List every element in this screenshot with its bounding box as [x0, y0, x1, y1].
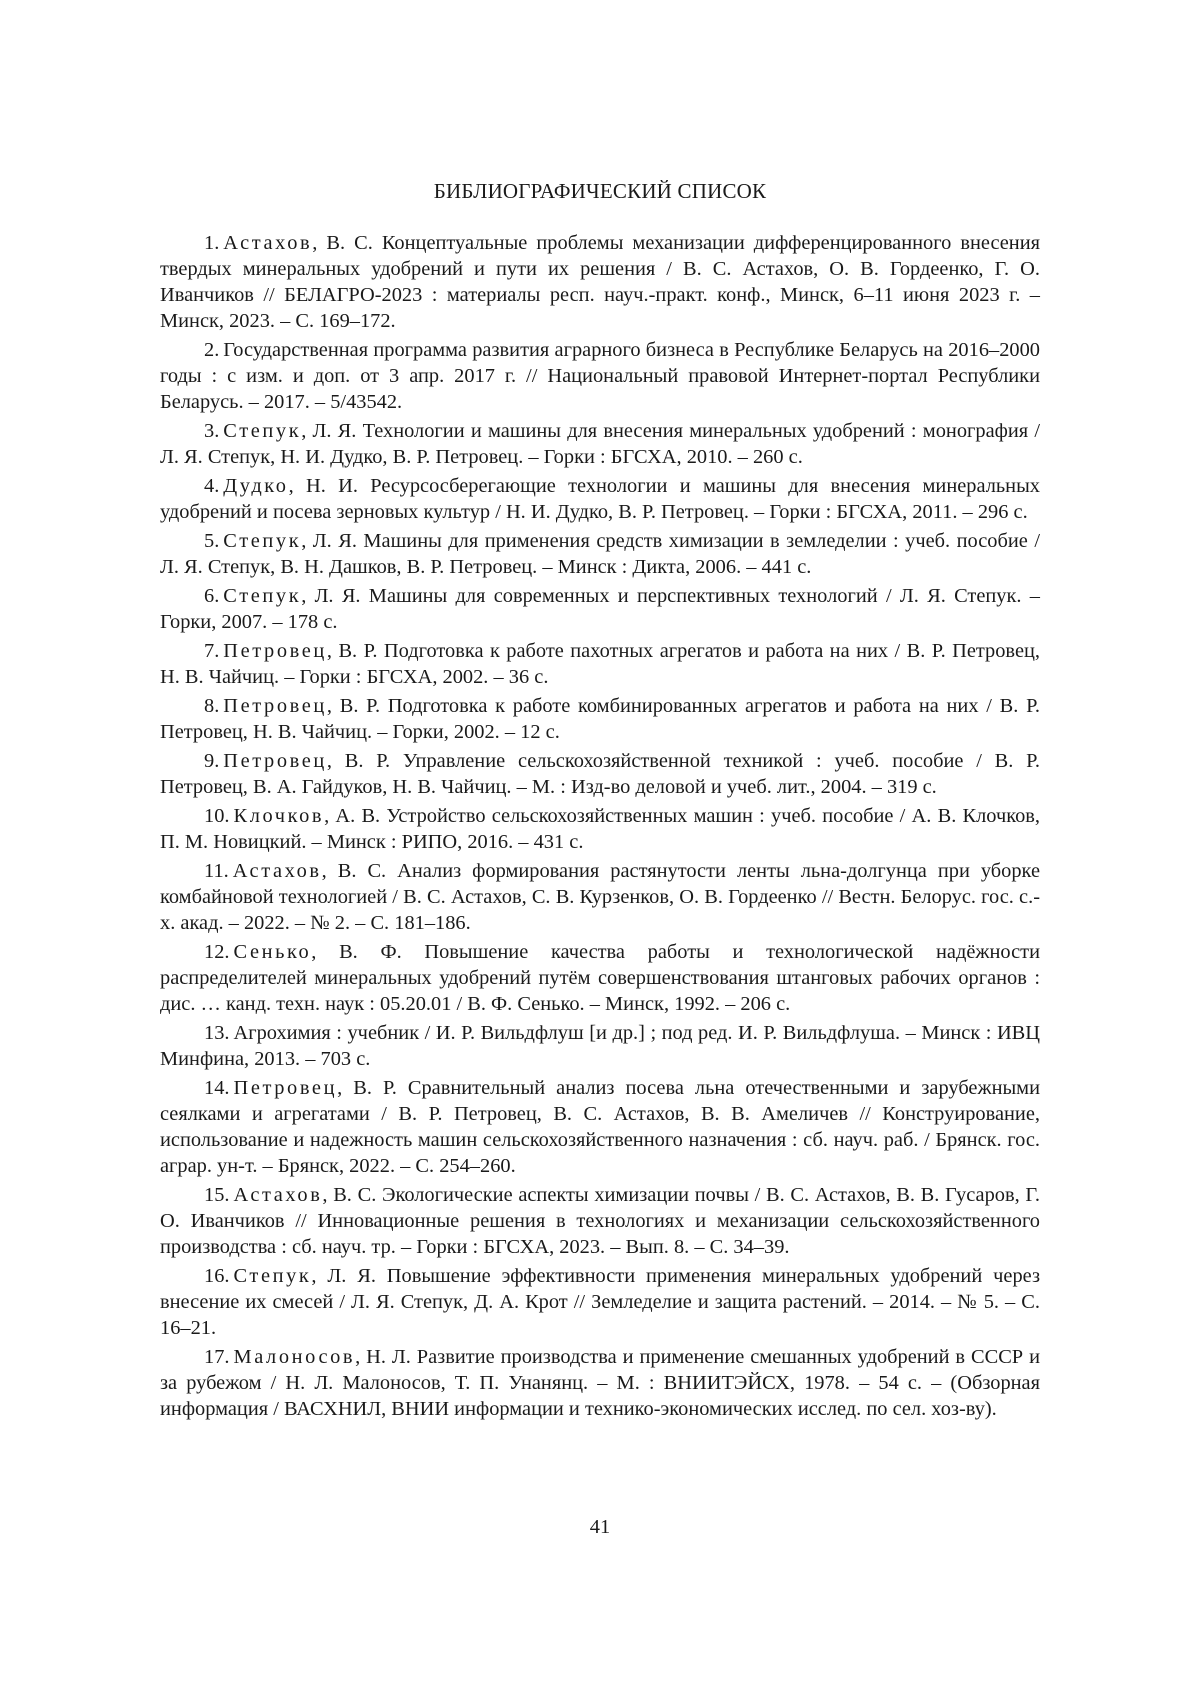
reference-author: Астахов	[233, 1184, 323, 1206]
reference-text: , В. Р. Сравнительный анализ посева льна отечественными и зарубежными сеялками и агрегатами / В. Р. Петровец, В. С. Астахов, В. В. Амеличев // Конструирование, использование и надежность машин сельскохозяйственного назначения : сб. науч. раб. / Брянск. гос. аграр. ун-т. – Брянск, 2022. – С. 254–260.	[160, 1077, 1040, 1177]
reference-item	[160, 1344, 1040, 1422]
reference-number: 3.	[204, 420, 220, 442]
reference-item	[160, 337, 1040, 415]
reference-text: , Н. И. Ресурсосберегающие технологии и машины для внесения минеральных удобрений и посева зерновых культур / Н. И. Дудко, В. Р. Петровец. – Горки : БГСХА, 2011. – 296 с.	[160, 475, 1040, 523]
reference-author: Петровец	[223, 750, 327, 772]
reference-item	[160, 748, 1040, 800]
reference-author: Клочков	[233, 805, 325, 827]
reference-author: Петровец	[223, 695, 327, 717]
reference-text: , Н. Л. Развитие производства и применение смешанных удобрений в СССР и за рубежом / Н. Л. Малоносов, Т. П. Унанянц. – М. : ВНИИТЭЙСХ, 1978. – 54 с. – (Обзорная информация / ВАСХНИЛ, ВНИИ информации и технико-экономических исслед. по сел. хоз-ву).	[160, 1346, 1040, 1420]
reference-number: 9.	[204, 750, 220, 772]
reference-text: , Л. Я. Машины для применения средств химизации в земледелии : учеб. пособие / Л. Я. Степук, В. Н. Дашков, В. Р. Петровец. – Минск : Дикта, 2006. – 441 с.	[160, 530, 1040, 578]
reference-item	[160, 1182, 1040, 1260]
reference-author: Степук	[223, 530, 302, 552]
reference-text: , Л. Я. Машины для современных и перспективных технологий / Л. Я. Степук. – Горки, 2007. – 178 с.	[160, 585, 1040, 633]
reference-item	[160, 638, 1040, 690]
reference-number: 11.	[204, 860, 229, 882]
page-number: 41	[589, 1516, 611, 1538]
reference-text: , А. В. Устройство сельскохозяйственных машин : учеб. пособие / А. В. Клочков, П. М. Новицкий. – Минск : РИПО, 2016. – 431 с.	[160, 805, 1040, 853]
reference-text: , В. Р. Управление сельскохозяйственной техникой : учеб. пособие / В. Р. Петровец, В. А. Гайдуков, Н. В. Чайчиц. – М. : Изд-во деловой и учеб. лит., 2004. – 319 с.	[160, 750, 1040, 798]
reference-item	[160, 1263, 1040, 1341]
reference-item	[160, 803, 1040, 855]
reference-author: Петровец	[233, 1077, 338, 1099]
reference-item	[160, 528, 1040, 580]
reference-number: 5.	[204, 530, 220, 552]
reference-text: , Л. Я. Технологии и машины для внесения минеральных удобрений : монография / Л. Я. Степук, Н. И. Дудко, В. Р. Петровец. – Горки : БГСХА, 2010. – 260 с.	[160, 420, 1040, 468]
reference-author: Степук	[223, 585, 302, 607]
reference-item	[160, 583, 1040, 635]
reference-author: Петровец	[223, 640, 327, 662]
reference-number: 2.	[204, 339, 220, 361]
reference-item	[160, 693, 1040, 745]
reference-item	[160, 418, 1040, 470]
reference-author: Астахов	[232, 860, 322, 882]
reference-list	[160, 230, 1040, 1425]
reference-item	[160, 858, 1040, 936]
reference-number: 13.	[204, 1022, 230, 1044]
reference-item	[160, 1020, 1040, 1072]
reference-text: , В. С. Экологические аспекты химизации почвы / В. С. Астахов, В. В. Гусаров, Г. О. Иванчиков // Инновационные решения в технологиях и механизации сельскохозяйственного производства : сб. науч. тр. – Горки : БГСХА, 2023. – Вып. 8. – С. 34–39.	[160, 1184, 1040, 1258]
reference-author: Малоносов	[233, 1346, 356, 1368]
reference-number: 7.	[204, 640, 220, 662]
reference-number: 16.	[204, 1265, 230, 1287]
reference-number: 6.	[204, 585, 220, 607]
reference-author: Астахов	[223, 232, 313, 254]
reference-text: , В. Р. Подготовка к работе пахотных агрегатов и работа на них / В. Р. Петровец, Н. В. Чайчиц. – Горки : БГСХА, 2002. – 36 с.	[160, 640, 1040, 688]
reference-item	[160, 939, 1040, 1017]
reference-author: Дудко	[223, 475, 289, 497]
reference-text: , В. Ф. Повышение качества работы и технологической надёжности распределителей минеральных удобрений путём совершенствования штанговых рабочих органов : дис. … канд. техн. наук : 05.20.01 / В. Ф. Сенько. – Минск, 1992. – 206 с.	[160, 941, 1040, 1015]
reference-number: 4.	[204, 475, 220, 497]
reference-item	[160, 473, 1040, 525]
reference-text: Государственная программа развития аграрного бизнеса в Республике Беларусь на 2016–2000 годы : с изм. и доп. от 3 апр. 2017 г. // Национальный правовой Интернет-портал Республики Беларусь. – 2017. – 5/43542.	[160, 339, 1040, 413]
reference-text: , Л. Я. Повышение эффективности применения минеральных удобрений через внесение их смесей / Л. Я. Степук, Д. А. Крот // Земледелие и защита растений. – 2014. – № 5. – С. 16–21.	[160, 1265, 1040, 1339]
page-title: БИБЛИОГРАФИЧЕСКИЙ СПИСОК	[433, 179, 767, 203]
reference-author: Степук	[233, 1265, 312, 1287]
reference-item	[160, 230, 1040, 334]
reference-text: Агрохимия : учебник / И. Р. Вильдфлуш [и др.] ; под ред. И. Р. Вильдфлуша. – Минск : ИВЦ Минфина, 2013. – 703 с.	[160, 1022, 1040, 1070]
reference-author: Сенько	[233, 941, 312, 963]
reference-number: 8.	[204, 695, 220, 717]
reference-number: 1.	[204, 232, 220, 254]
reference-text: , В. С. Концептуальные проблемы механизации дифференцированного внесения твердых минеральных удобрений и пути их решения / В. С. Астахов, О. В. Гордеенко, Г. О. Иванчиков // БЕЛАГРО-2023 : материалы респ. науч.-практ. конф., Минск, 6–11 июня 2023 г. – Минск, 2023. – С. 169–172.	[160, 232, 1040, 332]
reference-item	[160, 1075, 1040, 1179]
reference-author: Степук	[223, 420, 302, 442]
reference-number: 10.	[204, 805, 230, 827]
reference-number: 14.	[204, 1077, 230, 1099]
reference-number: 12.	[204, 941, 230, 963]
reference-text: , В. Р. Подготовка к работе комбинированных агрегатов и работа на них / В. Р. Петровец, Н. В. Чайчиц. – Горки, 2002. – 12 с.	[160, 695, 1040, 743]
reference-number: 17.	[204, 1346, 230, 1368]
reference-number: 15.	[204, 1184, 230, 1206]
reference-text: , В. С. Анализ формирования растянутости ленты льна-долгунца при уборке комбайновой технологией / В. С. Астахов, С. В. Курзенков, О. В. Гордеенко // Вестн. Белорус. гос. с.-х. акад. – 2022. – № 2. – С. 181–186.	[160, 860, 1040, 934]
